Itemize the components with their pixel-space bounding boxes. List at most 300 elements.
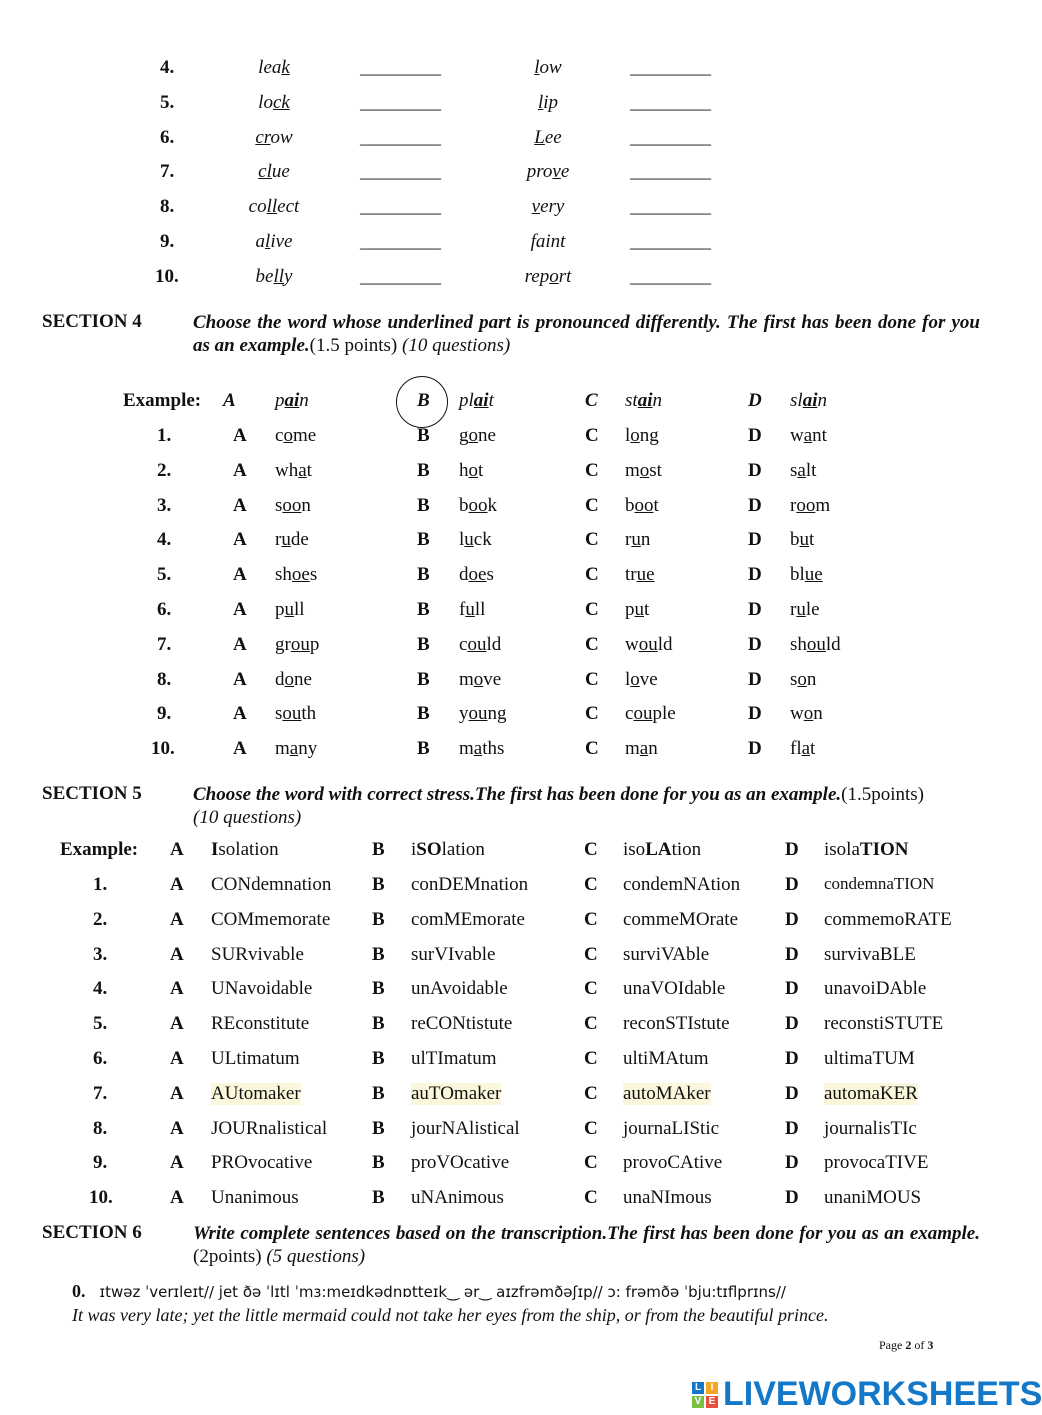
- option-letter-b: B: [417, 564, 430, 586]
- word-part-mid: a: [289, 738, 299, 760]
- option-letter-a: A: [170, 1013, 184, 1035]
- option-letter-a: A: [170, 874, 184, 895]
- word-part-mid: oo: [282, 494, 302, 516]
- word-part-mid: ou: [806, 633, 826, 655]
- example-word: [623, 839, 701, 861]
- word-part-mid: ou: [290, 633, 310, 655]
- question-number: 7.: [157, 633, 172, 655]
- option-letter-a: A: [170, 908, 184, 930]
- word-part-post: ow: [270, 126, 293, 148]
- word-part-mid: u: [796, 599, 806, 620]
- option-letter-b: B: [417, 703, 430, 725]
- option-word: comMEmorate: [411, 908, 525, 930]
- word-part-pre: c: [275, 425, 284, 446]
- word-part-mid: u: [464, 529, 474, 551]
- word-part-mid: ai: [284, 390, 300, 411]
- option-letter-d: D: [785, 943, 799, 965]
- question-number: 3.: [93, 943, 108, 965]
- word-part-post: ld: [825, 633, 841, 655]
- word-part-pre: bl: [790, 564, 805, 586]
- option-word: reconstiSTUTE: [824, 1013, 944, 1035]
- word-part-post: ny: [298, 738, 318, 760]
- option-letter-c: C: [585, 494, 599, 516]
- word-part-post: ng: [639, 425, 659, 446]
- option-word: survivaBLE: [824, 943, 916, 965]
- word-part-post: ld: [486, 633, 502, 655]
- option-word: unaVOIdable: [623, 978, 726, 1000]
- word-part-pre: w: [790, 425, 804, 446]
- word-part-pre: be: [255, 265, 274, 287]
- example-label: Example:: [123, 390, 202, 411]
- option-word: [625, 425, 659, 447]
- option-letter-c: C: [584, 1082, 598, 1104]
- word-part-post: ect: [277, 196, 300, 218]
- word-part-mid: o: [803, 703, 814, 725]
- word-part-pre: lea: [258, 57, 282, 78]
- option-word: CONdemnation: [211, 874, 332, 895]
- word-part-post: ee: [544, 126, 562, 148]
- word-part-pre: m: [625, 459, 640, 481]
- word-left: [258, 161, 290, 183]
- word-part-pre: r: [790, 494, 797, 516]
- word-part-post: m: [815, 494, 831, 516]
- option-letter-d: D: [785, 1048, 799, 1069]
- option-word: [275, 634, 319, 656]
- question-number: 6.: [157, 599, 172, 620]
- word-part-mid: a: [801, 738, 811, 760]
- word-part-post: ll: [294, 599, 305, 620]
- row-number: 9.: [160, 231, 175, 252]
- option-word: PROvocative: [211, 1152, 313, 1174]
- word-part-pre: s: [275, 494, 283, 516]
- word-part-pre: c: [625, 703, 634, 725]
- word-part-mid: o: [284, 668, 294, 690]
- option-letter-a: A: [170, 1187, 184, 1209]
- word-part: solation: [218, 839, 279, 860]
- row-number: 10.: [155, 265, 179, 287]
- word-right: [534, 127, 561, 149]
- word-part-pre: r: [790, 599, 797, 620]
- liveworksheets-logo[interactable]: [692, 1375, 1042, 1414]
- word-part-mid: ai: [802, 390, 818, 411]
- word-part-post: lt: [805, 459, 817, 481]
- option-letter-b: B: [372, 839, 385, 860]
- word-part-mid: ll: [273, 265, 285, 287]
- option-word: journaLIStic: [623, 1117, 720, 1139]
- logo-text: LIVEWORKSHEETS: [723, 1375, 1042, 1413]
- option-word: [275, 669, 312, 691]
- option-letter-b: B: [417, 529, 430, 551]
- option-letter-b: B: [372, 874, 385, 895]
- word-part-post: de: [290, 529, 309, 551]
- option-letter-c: C: [585, 738, 599, 760]
- option-word: unAvoidable: [411, 978, 508, 1000]
- option-letter-c: C: [585, 529, 599, 551]
- word-right: [534, 57, 561, 79]
- option-letter-b: B: [417, 390, 430, 411]
- option-letter-a: A: [170, 1082, 184, 1104]
- word-part-pre: b: [790, 529, 800, 551]
- word-part-mid: oo: [634, 494, 654, 516]
- option-letter-b: B: [372, 1048, 385, 1069]
- word-part-mid: ue: [636, 564, 655, 586]
- option-word: surVIvable: [411, 943, 496, 965]
- word-part-mid: l: [537, 91, 544, 113]
- option-word: conDEMnation: [411, 874, 529, 895]
- word-part-mid: v: [552, 161, 561, 183]
- option-letter-d: D: [785, 1082, 799, 1104]
- question-number: 2.: [157, 459, 172, 481]
- option-word: [275, 564, 317, 586]
- option-word: [275, 460, 312, 482]
- option-letter-d: D: [785, 874, 799, 895]
- word-part-post: n: [640, 529, 651, 551]
- option-letter-d: D: [748, 633, 762, 655]
- option-letter-c: C: [585, 564, 599, 586]
- word-part-post: le: [805, 599, 820, 620]
- question-number: 5.: [93, 1013, 108, 1035]
- answer-blank-left: __________: [360, 161, 440, 182]
- option-word: reCONtistute: [411, 1013, 513, 1035]
- word-part-mid: a: [803, 425, 813, 446]
- word-part-pre: w: [790, 703, 804, 725]
- option-word: [625, 634, 673, 656]
- word-part-mid: ou: [467, 633, 487, 655]
- word-part-post: t: [809, 529, 815, 551]
- example-word: [790, 390, 827, 412]
- question-number: 10.: [89, 1187, 113, 1209]
- option-word: [459, 599, 485, 621]
- word-part-pre: st: [625, 390, 638, 411]
- word-right: [527, 161, 570, 183]
- option-letter-b: B: [372, 1187, 385, 1209]
- example-word: [459, 390, 494, 412]
- word-part-mid: u: [631, 529, 641, 551]
- word-part-pre: r: [625, 529, 632, 551]
- word-part-post: s: [309, 564, 318, 586]
- word-part-post: st: [649, 459, 662, 481]
- word-part-post: ng: [487, 703, 507, 725]
- option-word: [459, 460, 483, 482]
- option-letter-d: D: [748, 390, 762, 411]
- word-part-pre: m: [275, 738, 290, 760]
- word-left: [249, 196, 300, 218]
- answer-blank-left: __________: [360, 231, 440, 251]
- word-part-post: ne: [294, 668, 312, 690]
- option-letter-c: C: [585, 599, 599, 620]
- word-part-pre: fl: [790, 738, 802, 760]
- option-letter-d: D: [748, 599, 762, 620]
- option-word: reconSTIstute: [623, 1013, 730, 1035]
- word-part-pre: lo: [258, 91, 273, 113]
- answer-blank-right: __________: [630, 126, 710, 147]
- word-part-pre: l: [625, 425, 631, 446]
- option-word: uNAnimous: [411, 1187, 504, 1209]
- word-part-mid: o: [549, 265, 559, 287]
- option-word: [790, 669, 816, 691]
- row-number: 7.: [160, 161, 175, 183]
- option-letter-a: A: [233, 599, 247, 620]
- option-letter-c: C: [584, 1048, 598, 1069]
- word-part-pre: l: [625, 668, 631, 690]
- logo-tile: I: [706, 1382, 718, 1394]
- option-word: unaNImous: [623, 1187, 712, 1209]
- word-part-pre: m: [625, 738, 640, 760]
- word-part-post: t: [810, 738, 816, 760]
- word-part-pre: y: [459, 703, 469, 725]
- option-word: journalisTIc: [824, 1117, 917, 1139]
- word-part-pre: p: [625, 599, 635, 620]
- word-part-pre: c: [459, 633, 468, 655]
- word-part-mid: u: [634, 599, 644, 620]
- word-part-pre: s: [790, 459, 798, 481]
- word-part-pre: gr: [275, 633, 291, 655]
- word-part-pre: p: [275, 390, 285, 411]
- word-part-mid: cr: [255, 126, 271, 148]
- word-part-mid: u: [281, 529, 291, 551]
- word-part-pre: m: [459, 668, 474, 690]
- option-letter-b: B: [372, 978, 385, 1000]
- row-number: 6.: [160, 126, 175, 148]
- option-word: automaKER: [824, 1082, 918, 1104]
- option-word: [625, 564, 655, 586]
- word-part-post: k: [487, 494, 497, 516]
- option-letter-a: A: [233, 633, 247, 655]
- option-word: [275, 529, 309, 551]
- section6-label: SECTION 6: [42, 1222, 142, 1243]
- option-word: jourNAlistical: [411, 1117, 520, 1139]
- word-part-post: ck: [473, 529, 492, 551]
- word-part-post: n: [817, 390, 827, 411]
- option-letter-d: D: [748, 564, 762, 586]
- word-part-mid: o: [468, 459, 478, 481]
- option-word: [790, 599, 820, 621]
- row-number: 5.: [160, 91, 175, 113]
- question-number: 9.: [157, 703, 172, 725]
- page-indicator: Page 2 of 3: [879, 1338, 934, 1352]
- option-letter-c: C: [585, 633, 599, 655]
- word-part-mid: u: [799, 529, 809, 551]
- word-part-mid: ll: [266, 196, 278, 218]
- option-letter-a: A: [170, 839, 184, 860]
- word-part-post: n: [806, 668, 817, 690]
- option-word: [275, 703, 316, 725]
- option-letter-a: A: [233, 668, 247, 690]
- example-word: [824, 839, 908, 861]
- option-word: [625, 599, 649, 621]
- example-word: [411, 839, 485, 861]
- option-word: AUtomaker: [211, 1082, 301, 1104]
- word-part-pre: l: [459, 529, 465, 551]
- question-number: 4.: [157, 529, 172, 551]
- option-word: ULtimatum: [211, 1048, 300, 1069]
- word-part-post: th: [301, 703, 317, 725]
- answer-blank-right: __________: [630, 265, 710, 286]
- word-part-mid: a: [639, 738, 649, 760]
- word-part-mid: a: [298, 459, 307, 481]
- word-part-pre: b: [625, 494, 635, 516]
- option-letter-b: B: [372, 1013, 385, 1035]
- word-part-pre: w: [625, 633, 639, 655]
- word-part: iso: [623, 839, 646, 860]
- answer-blank-right: __________: [630, 231, 710, 251]
- word-part: isola: [824, 839, 860, 860]
- word-part-pre: m: [459, 738, 474, 760]
- option-letter-d: D: [785, 1117, 799, 1139]
- option-word: [790, 634, 841, 656]
- option-word: [459, 669, 501, 691]
- word-part: i: [411, 839, 417, 860]
- word-part-mid: l: [265, 231, 271, 252]
- example-sentence: It was very late; yet the little mermaid could not take her eyes from the ship, or from the beautiful prince.: [72, 1305, 829, 1325]
- word-part-pre: b: [459, 494, 469, 516]
- option-word: condemNAtion: [623, 874, 741, 895]
- word-part-post: ery: [540, 196, 565, 218]
- option-word: UNavoidable: [211, 978, 313, 1000]
- option-letter-d: D: [748, 459, 762, 481]
- word-part: tion: [671, 839, 702, 860]
- word-part-post: t: [653, 494, 659, 516]
- option-word: [790, 564, 823, 586]
- word-part-mid: L: [534, 126, 545, 148]
- option-word: [790, 425, 827, 447]
- option-letter-c: C: [584, 874, 598, 895]
- option-word: COMmemorate: [211, 908, 331, 930]
- word-part-post: t: [488, 390, 494, 411]
- option-word: [625, 703, 676, 725]
- word-part-post: n: [648, 738, 658, 760]
- word-part-mid: v: [531, 196, 541, 218]
- word-part: TION: [859, 839, 909, 860]
- option-word: [459, 634, 501, 656]
- word-left: [258, 57, 290, 79]
- answer-blank-right: __________: [630, 196, 710, 217]
- word-part-pre: s: [790, 668, 798, 690]
- word-part-mid: k: [281, 57, 290, 78]
- question-number: 8.: [93, 1117, 108, 1139]
- answer-blank-left: __________: [360, 265, 440, 286]
- option-letter-d: D: [785, 908, 799, 930]
- option-letter-c: C: [584, 908, 598, 930]
- option-word: [790, 738, 815, 760]
- word-part-pre: rep: [524, 265, 550, 287]
- word-part-post: n: [652, 390, 662, 411]
- option-letter-c: C: [584, 1117, 598, 1139]
- question-number: 8.: [157, 668, 172, 690]
- option-letter-b: B: [417, 599, 430, 620]
- answer-blank-right: __________: [630, 161, 710, 182]
- word-part-pre: sl: [790, 390, 803, 411]
- answer-blank-right: __________: [630, 91, 710, 112]
- word-part-pre: f: [459, 599, 466, 620]
- row-number: 8.: [160, 196, 175, 218]
- word-part-post: ue: [271, 161, 290, 183]
- option-word: Unanimous: [211, 1187, 299, 1209]
- answer-blank-left: __________: [360, 57, 440, 77]
- word-part-post: ths: [482, 738, 505, 760]
- example-number: 0.: [72, 1281, 86, 1301]
- word-part-post: ll: [474, 599, 486, 620]
- option-letter-a: A: [233, 703, 247, 725]
- option-letter-c: C: [584, 1187, 598, 1209]
- word-part-pre: p: [275, 599, 285, 620]
- word-part-pre: h: [459, 459, 469, 481]
- option-letter-c: C: [585, 425, 599, 446]
- option-letter-d: D: [785, 839, 799, 860]
- option-letter-a: A: [233, 738, 247, 760]
- word-part-post: e: [560, 161, 570, 183]
- word-part-mid: o: [468, 425, 478, 446]
- word-left: [256, 266, 293, 288]
- word-part-mid: o: [283, 425, 293, 446]
- word-part-mid: l: [534, 57, 540, 78]
- word-part-mid: oo: [796, 494, 816, 516]
- word-part-post: me: [292, 425, 317, 446]
- option-letter-d: D: [748, 668, 762, 690]
- question-number: 7.: [93, 1082, 108, 1104]
- option-letter-b: B: [417, 633, 430, 655]
- option-word: auTOmaker: [411, 1082, 502, 1104]
- option-word: [275, 425, 316, 447]
- word-part-post: ple: [652, 703, 676, 725]
- option-word: proVOcative: [411, 1152, 510, 1174]
- word-part-mid: o: [639, 459, 650, 481]
- option-word: ultiMAtum: [623, 1048, 709, 1069]
- word-part-mid: o: [630, 668, 640, 690]
- word-part: LA: [645, 839, 672, 860]
- word-part-post: ve: [639, 668, 658, 690]
- word-part-post: nt: [812, 425, 827, 446]
- option-word: [275, 599, 305, 621]
- option-letter-b: B: [417, 494, 430, 516]
- example-word: [211, 839, 279, 861]
- word-part-mid: o: [630, 425, 640, 446]
- option-word: ultimaTUM: [824, 1048, 915, 1069]
- word-part-post: t: [644, 599, 650, 620]
- option-letter-c: C: [585, 459, 599, 481]
- word-part-pre: sh: [275, 564, 292, 586]
- word-part-pre: s: [275, 703, 283, 725]
- option-letter-a: A: [170, 1117, 184, 1139]
- option-word: [275, 495, 311, 517]
- option-letter-d: D: [748, 703, 762, 725]
- word-part-post: p: [309, 633, 320, 655]
- section5-instruction: Choose the word with correct stress.The first has been done for you as an example.(1.5points) (10 questions): [193, 784, 925, 828]
- word-part-pre: pro: [526, 161, 553, 183]
- question-number: 5.: [157, 564, 172, 586]
- word-part-mid: ue: [804, 564, 823, 586]
- word-part-post: ive: [270, 231, 293, 252]
- option-word: provoCAtive: [623, 1152, 723, 1174]
- option-letter-a: A: [223, 390, 236, 411]
- word-part-pre: d: [459, 564, 469, 586]
- word-part-mid: ou: [638, 633, 658, 655]
- word-part-post: n: [301, 494, 311, 516]
- word-right: [525, 266, 572, 288]
- option-letter-a: A: [170, 1152, 184, 1174]
- option-letter-c: C: [585, 390, 598, 411]
- word-part-mid: ou: [468, 703, 488, 725]
- word-part-post: s: [486, 564, 494, 586]
- option-word: SURvivable: [211, 943, 304, 965]
- word-part: I: [211, 839, 219, 860]
- word-part-pre: co: [248, 196, 267, 218]
- word-part-mid: oo: [468, 494, 488, 516]
- word-part-post: n: [299, 390, 309, 411]
- option-word: [790, 703, 823, 725]
- option-word: [790, 495, 830, 517]
- option-word: [459, 703, 507, 725]
